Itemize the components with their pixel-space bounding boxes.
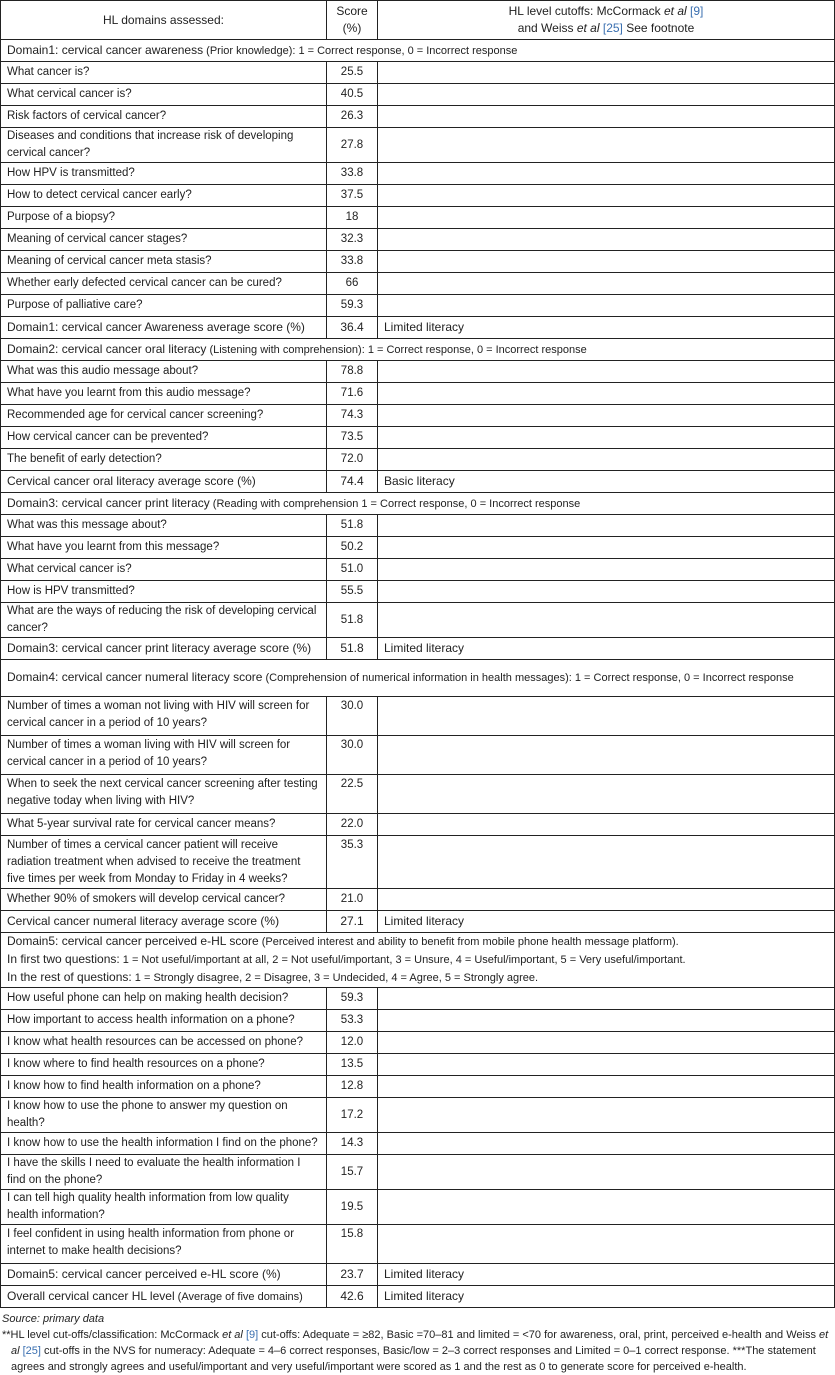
domain-title-row bbox=[1, 40, 835, 62]
score-cell: 78.8 bbox=[327, 361, 378, 383]
level-cell bbox=[378, 814, 835, 836]
source-note: Source: primary data bbox=[2, 1313, 105, 1325]
level-cell bbox=[378, 1076, 835, 1098]
domain-title bbox=[1, 493, 835, 515]
question-cell: The benefit of early detection? bbox=[1, 449, 327, 471]
level-cell bbox=[378, 62, 835, 84]
table-row bbox=[1, 405, 835, 427]
average-label: Cervical cancer oral literacy average score (%) bbox=[1, 471, 327, 493]
question-cell: I have the skills I need to evaluate the health information I find on the phone? bbox=[1, 1155, 327, 1190]
overall-name: Overall cervical cancer HL level bbox=[7, 1288, 175, 1303]
ref-25-link[interactable]: [25] bbox=[602, 21, 623, 35]
table-row bbox=[1, 515, 835, 537]
question-cell: What was this audio message about? bbox=[1, 361, 327, 383]
level-cell bbox=[378, 185, 835, 207]
level-cell bbox=[378, 1225, 835, 1264]
table-row bbox=[1, 295, 835, 317]
question-cell: What 5-year survival rate for cervical cancer means? bbox=[1, 814, 327, 836]
level-cell bbox=[378, 1190, 835, 1225]
level-cell bbox=[378, 449, 835, 471]
table-row bbox=[1, 207, 835, 229]
average-label: Cervical cancer numeral literacy average score (%) bbox=[1, 911, 327, 933]
table-row bbox=[1, 273, 835, 295]
score-cell: 51.8 bbox=[327, 515, 378, 537]
level-cell bbox=[378, 1010, 835, 1032]
average-score: 23.7 bbox=[327, 1264, 378, 1286]
domain-title-row bbox=[1, 660, 835, 697]
table-row bbox=[1, 775, 835, 814]
domain-title bbox=[1, 40, 835, 62]
question-cell: When to seek the next cervical cancer screening after testing negative today when living with HIV? bbox=[1, 775, 327, 814]
question-cell: What cervical cancer is? bbox=[1, 559, 327, 581]
domain-title-row bbox=[1, 933, 835, 988]
level-cell bbox=[378, 383, 835, 405]
header-cutoffs: HL level cutoffs: McCormack et al [9] and Weiss et al [25] See footnote bbox=[378, 1, 835, 40]
scale-label: In the rest of questions: bbox=[7, 970, 132, 984]
question-cell: What cancer is? bbox=[1, 62, 327, 84]
overall-description: (Average of five domains) bbox=[174, 1290, 303, 1303]
score-cell: 51.0 bbox=[327, 559, 378, 581]
score-cell: 22.5 bbox=[327, 775, 378, 814]
question-cell: I know how to find health information on a phone? bbox=[1, 1076, 327, 1098]
score-cell: 35.3 bbox=[327, 836, 378, 889]
score-cell: 50.2 bbox=[327, 537, 378, 559]
table-row bbox=[1, 697, 835, 736]
score-cell: 12.8 bbox=[327, 1076, 378, 1098]
average-label: Domain1: cervical cancer Awareness average score (%) bbox=[1, 317, 327, 339]
question-cell: How important to access health information on a phone? bbox=[1, 1010, 327, 1032]
average-score: 36.4 bbox=[327, 317, 378, 339]
domain-average-row bbox=[1, 638, 835, 660]
table-row bbox=[1, 889, 835, 911]
table-row bbox=[1, 736, 835, 775]
average-score: 51.8 bbox=[327, 638, 378, 660]
score-cell: 25.5 bbox=[327, 62, 378, 84]
question-cell: I can tell high quality health information from low quality health information? bbox=[1, 1190, 327, 1225]
domain-average-row bbox=[1, 317, 835, 339]
level-cell bbox=[378, 1133, 835, 1155]
question-cell: How to detect cervical cancer early? bbox=[1, 185, 327, 207]
table-row bbox=[1, 1155, 835, 1190]
domain-description: (Comprehension of numerical information in health messages): 1 = Correct response, 0 = Incorrect response bbox=[262, 672, 794, 684]
score-cell: 12.0 bbox=[327, 1032, 378, 1054]
table-row bbox=[1, 361, 835, 383]
table-row bbox=[1, 229, 835, 251]
scale-label: In first two questions: bbox=[7, 952, 120, 966]
table-row bbox=[1, 537, 835, 559]
question-cell: How useful phone can help on making health decision? bbox=[1, 988, 327, 1010]
table-row bbox=[1, 1032, 835, 1054]
question-cell: What cervical cancer is? bbox=[1, 84, 327, 106]
score-cell: 40.5 bbox=[327, 84, 378, 106]
score-cell: 74.3 bbox=[327, 405, 378, 427]
table-row bbox=[1, 988, 835, 1010]
level-cell bbox=[378, 405, 835, 427]
level-cell bbox=[378, 537, 835, 559]
domain-title-row bbox=[1, 339, 835, 361]
level-cell bbox=[378, 1032, 835, 1054]
header-domains: HL domains assessed: bbox=[1, 1, 327, 40]
question-cell: I know how to use the phone to answer my question on health? bbox=[1, 1098, 327, 1133]
table-header-row bbox=[1, 1, 835, 40]
table-row bbox=[1, 251, 835, 273]
level-cell bbox=[378, 295, 835, 317]
level-cell bbox=[378, 427, 835, 449]
average-label: Domain5: cervical cancer perceived e-HL score (%) bbox=[1, 1264, 327, 1286]
score-cell: 17.2 bbox=[327, 1098, 378, 1133]
question-cell: How is HPV transmitted? bbox=[1, 581, 327, 603]
overall-level: Limited literacy bbox=[378, 1286, 835, 1308]
score-cell: 51.8 bbox=[327, 603, 378, 638]
average-score: 27.1 bbox=[327, 911, 378, 933]
level-cell bbox=[378, 207, 835, 229]
score-cell: 27.8 bbox=[327, 128, 378, 163]
table-row bbox=[1, 1133, 835, 1155]
footnotes bbox=[0, 1308, 834, 1375]
question-cell: Recommended age for cervical cancer screening? bbox=[1, 405, 327, 427]
cutoff-footnote: **HL level cut-offs/classification: McCormack et al [9] cut-offs: Adequate = ≥82, Basic =70–81 and limited = <70 for awareness, oral, print, perceived e-health and Weiss et al [25] cut-offs in the NVS for numeracy: Adequate = 4–6 correct responses, Basic/low = 2–3 correct responses and Limited = 0–1 correct response. ***The statement agrees and strongly agrees and useful/important and very useful/important were scored as 1 and the rest as 0 to generate score for perceived e-health. bbox=[2, 1329, 829, 1373]
question-cell: Diseases and conditions that increase risk of developing cervical cancer? bbox=[1, 128, 327, 163]
table-row bbox=[1, 1076, 835, 1098]
question-cell: Number of times a cervical cancer patient will receive radiation treatment when advised to receive the treatment five times per week from Monday to Friday in 4 weeks? bbox=[1, 836, 327, 889]
question-cell: Purpose of a biopsy? bbox=[1, 207, 327, 229]
question-cell: Whether early defected cervical cancer can be cured? bbox=[1, 273, 327, 295]
level-cell bbox=[378, 1155, 835, 1190]
question-cell: I feel confident in using health information from phone or internet to make health decisions? bbox=[1, 1225, 327, 1264]
level-cell bbox=[378, 84, 835, 106]
level-cell bbox=[378, 836, 835, 889]
score-cell: 19.5 bbox=[327, 1190, 378, 1225]
score-cell: 30.0 bbox=[327, 697, 378, 736]
table-row bbox=[1, 1225, 835, 1264]
score-cell: 18 bbox=[327, 207, 378, 229]
domain-title bbox=[1, 339, 835, 361]
domain-title-row bbox=[1, 493, 835, 515]
domain-average-row bbox=[1, 1264, 835, 1286]
level-cell bbox=[378, 775, 835, 814]
level-cell bbox=[378, 251, 835, 273]
level-cell bbox=[378, 1098, 835, 1133]
domain-description: (Perceived interest and ability to benefit from mobile phone health message platform). bbox=[258, 936, 679, 948]
question-cell: How HPV is transmitted? bbox=[1, 163, 327, 185]
literacy-level: Limited literacy bbox=[378, 638, 835, 660]
score-cell: 15.8 bbox=[327, 1225, 378, 1264]
table-row bbox=[1, 581, 835, 603]
question-cell: I know what health resources can be accessed on phone? bbox=[1, 1032, 327, 1054]
domain-name: Domain5: cervical cancer perceived e-HL score bbox=[7, 934, 259, 948]
question-cell: What have you learnt from this message? bbox=[1, 537, 327, 559]
score-cell: 66 bbox=[327, 273, 378, 295]
score-cell: 55.5 bbox=[327, 581, 378, 603]
table-row bbox=[1, 185, 835, 207]
question-cell: What have you learnt from this audio message? bbox=[1, 383, 327, 405]
domain-description: (Reading with comprehension 1 = Correct response, 0 = Incorrect response bbox=[209, 497, 581, 510]
table-row bbox=[1, 106, 835, 128]
question-cell: Number of times a woman living with HIV will screen for cervical cancer in a period of 10 years? bbox=[1, 736, 327, 775]
level-cell bbox=[378, 603, 835, 638]
table-row bbox=[1, 836, 835, 889]
level-cell bbox=[378, 163, 835, 185]
table-row bbox=[1, 383, 835, 405]
score-cell: 15.7 bbox=[327, 1155, 378, 1190]
header-score: Score (%) bbox=[327, 1, 378, 40]
literacy-level: Limited literacy bbox=[378, 1264, 835, 1286]
score-cell: 33.8 bbox=[327, 251, 378, 273]
question-cell: I know how to use the health information I find on the phone? bbox=[1, 1133, 327, 1155]
level-cell bbox=[378, 229, 835, 251]
score-cell: 22.0 bbox=[327, 814, 378, 836]
literacy-level: Limited literacy bbox=[378, 911, 835, 933]
average-score: 74.4 bbox=[327, 471, 378, 493]
level-cell bbox=[378, 515, 835, 537]
scale-text: 1 = Strongly disagree, 2 = Disagree, 3 = Undecided, 4 = Agree, 5 = Strongly agree. bbox=[131, 972, 539, 984]
level-cell bbox=[378, 106, 835, 128]
level-cell bbox=[378, 889, 835, 911]
question-cell: Whether 90% of smokers will develop cervical cancer? bbox=[1, 889, 327, 911]
score-cell: 26.3 bbox=[327, 106, 378, 128]
overall-score: 42.6 bbox=[327, 1286, 378, 1308]
question-cell: Purpose of palliative care? bbox=[1, 295, 327, 317]
score-cell: 71.6 bbox=[327, 383, 378, 405]
average-label: Domain3: cervical cancer print literacy average score (%) bbox=[1, 638, 327, 660]
table-row bbox=[1, 1098, 835, 1133]
table-row bbox=[1, 1054, 835, 1076]
score-cell: 53.3 bbox=[327, 1010, 378, 1032]
question-cell: Meaning of cervical cancer meta stasis? bbox=[1, 251, 327, 273]
table-row bbox=[1, 163, 835, 185]
score-cell: 37.5 bbox=[327, 185, 378, 207]
table-row bbox=[1, 62, 835, 84]
domain-average-row bbox=[1, 911, 835, 933]
level-cell bbox=[378, 559, 835, 581]
level-cell bbox=[378, 361, 835, 383]
question-cell: Number of times a woman not living with HIV will screen for cervical cancer in a period of 10 years? bbox=[1, 697, 327, 736]
score-cell: 32.3 bbox=[327, 229, 378, 251]
score-cell: 14.3 bbox=[327, 1133, 378, 1155]
domain-title bbox=[1, 660, 835, 697]
ref-25-link[interactable]: [25] bbox=[22, 1345, 41, 1357]
table-row bbox=[1, 1010, 835, 1032]
domain-average-row bbox=[1, 471, 835, 493]
question-cell: How cervical cancer can be prevented? bbox=[1, 427, 327, 449]
table-body bbox=[1, 40, 835, 1308]
ref-9-link[interactable]: [9] bbox=[245, 1329, 259, 1341]
table-row bbox=[1, 427, 835, 449]
score-cell: 73.5 bbox=[327, 427, 378, 449]
level-cell bbox=[378, 988, 835, 1010]
question-cell: Meaning of cervical cancer stages? bbox=[1, 229, 327, 251]
level-cell bbox=[378, 128, 835, 163]
table-row bbox=[1, 84, 835, 106]
table-row bbox=[1, 559, 835, 581]
scale-text: 1 = Not useful/important at all, 2 = Not useful/important, 3 = Unsure, 4 = Useful/important, 5 = Very useful/important. bbox=[119, 954, 686, 966]
domain-name: Domain2: cervical cancer oral literacy bbox=[7, 341, 207, 356]
level-cell bbox=[378, 581, 835, 603]
score-cell: 59.3 bbox=[327, 295, 378, 317]
domain-description: (Prior knowledge): 1 = Correct response, 0 = Incorrect response bbox=[203, 44, 518, 57]
domain-name: Domain4: cervical cancer numeral literacy score bbox=[7, 670, 263, 684]
table-row bbox=[1, 603, 835, 638]
level-cell bbox=[378, 736, 835, 775]
table-row bbox=[1, 1190, 835, 1225]
question-cell: What was this message about? bbox=[1, 515, 327, 537]
question-cell: Risk factors of cervical cancer? bbox=[1, 106, 327, 128]
overall-row bbox=[1, 1286, 835, 1308]
score-cell: 72.0 bbox=[327, 449, 378, 471]
domain-name: Domain3: cervical cancer print literacy bbox=[7, 495, 210, 510]
domain-name: Domain1: cervical cancer awareness bbox=[7, 42, 204, 57]
score-cell: 21.0 bbox=[327, 889, 378, 911]
ref-9-link[interactable]: [9] bbox=[690, 4, 704, 18]
score-cell: 33.8 bbox=[327, 163, 378, 185]
score-cell: 30.0 bbox=[327, 736, 378, 775]
table-row bbox=[1, 128, 835, 163]
level-cell bbox=[378, 697, 835, 736]
literacy-level: Basic literacy bbox=[378, 471, 835, 493]
literacy-level: Limited literacy bbox=[378, 317, 835, 339]
level-cell bbox=[378, 273, 835, 295]
domain-description: (Listening with comprehension): 1 = Correct response, 0 = Incorrect response bbox=[206, 343, 587, 356]
table-row bbox=[1, 449, 835, 471]
score-cell: 59.3 bbox=[327, 988, 378, 1010]
question-cell: What are the ways of reducing the risk of developing cervical cancer? bbox=[1, 603, 327, 638]
question-cell: I know where to find health resources on a phone? bbox=[1, 1054, 327, 1076]
overall-label bbox=[1, 1286, 327, 1308]
level-cell bbox=[378, 1054, 835, 1076]
table-row bbox=[1, 814, 835, 836]
domain-title bbox=[1, 933, 835, 988]
score-cell: 13.5 bbox=[327, 1054, 378, 1076]
